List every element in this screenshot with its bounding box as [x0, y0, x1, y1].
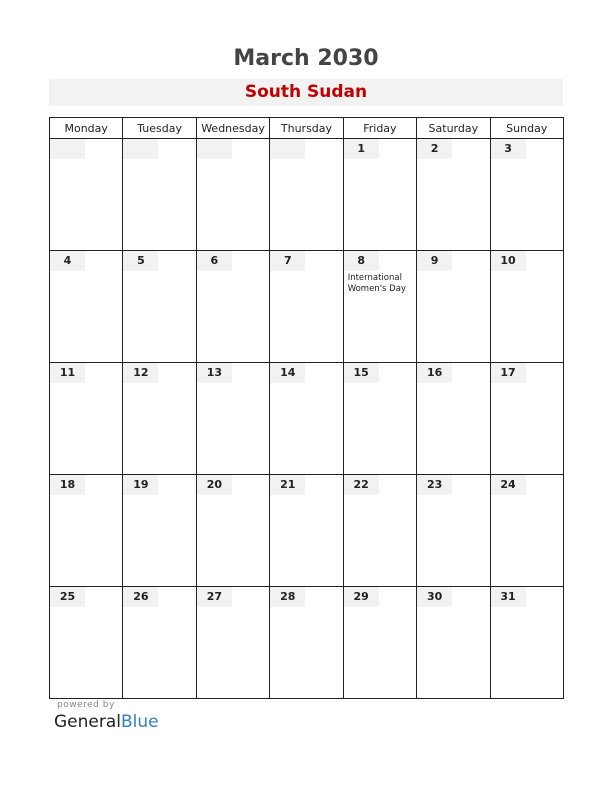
day-cell	[50, 139, 123, 251]
day-cell	[196, 475, 269, 587]
holiday-label-line: International	[347, 273, 402, 283]
day-number: 22	[344, 475, 379, 495]
day-number: 13	[197, 363, 232, 383]
day-number: 19	[123, 475, 158, 495]
week-row	[50, 139, 564, 251]
weekday-header: Wednesday	[196, 118, 269, 139]
day-cell	[50, 251, 123, 363]
weekday-header: Friday	[343, 118, 416, 139]
day-cell	[123, 139, 196, 251]
day-number: 8	[344, 251, 379, 271]
day-number: 5	[123, 251, 158, 271]
day-cell	[490, 475, 563, 587]
weekday-header-row	[50, 118, 564, 139]
day-number: 28	[270, 587, 305, 607]
day-number: 10	[491, 251, 526, 271]
day-number: 31	[491, 587, 526, 607]
day-cell	[50, 363, 123, 475]
weekday-header: Thursday	[270, 118, 343, 139]
day-cell	[196, 363, 269, 475]
day-number: 15	[344, 363, 379, 383]
day-cell	[270, 475, 343, 587]
day-cell	[196, 139, 269, 251]
day-cell	[343, 587, 416, 699]
holiday-label	[348, 273, 416, 295]
day-number: 12	[123, 363, 158, 383]
day-cell	[50, 587, 123, 699]
country-banner	[49, 79, 563, 106]
day-cell	[270, 363, 343, 475]
day-number: 17	[491, 363, 526, 383]
day-number: 14	[270, 363, 305, 383]
day-number	[197, 139, 232, 159]
day-cell	[123, 251, 196, 363]
day-cell	[417, 475, 490, 587]
day-number: 2	[417, 139, 452, 159]
day-number: 1	[344, 139, 379, 159]
day-cell	[343, 251, 416, 363]
day-number: 4	[50, 251, 85, 271]
day-cell	[196, 587, 269, 699]
day-cell	[417, 587, 490, 699]
day-number: 18	[50, 475, 85, 495]
day-number: 30	[417, 587, 452, 607]
day-cell	[123, 363, 196, 475]
day-cell	[343, 139, 416, 251]
day-number: 29	[344, 587, 379, 607]
week-row	[50, 251, 564, 363]
day-number: 3	[491, 139, 526, 159]
day-number: 6	[197, 251, 232, 271]
brand-blue-text: Blue	[121, 712, 159, 732]
week-row	[50, 363, 564, 475]
day-cell	[123, 475, 196, 587]
day-cell	[417, 139, 490, 251]
day-number: 11	[50, 363, 85, 383]
day-cell	[270, 251, 343, 363]
day-cell	[123, 587, 196, 699]
powered-by-text: powered by	[57, 700, 115, 710]
calendar-grid	[49, 117, 564, 699]
day-number: 26	[123, 587, 158, 607]
day-number	[50, 139, 85, 159]
weekday-header: Saturday	[417, 118, 490, 139]
day-cell	[417, 251, 490, 363]
brand-general-text: General	[54, 712, 121, 732]
day-number	[123, 139, 158, 159]
day-number: 23	[417, 475, 452, 495]
day-number: 16	[417, 363, 452, 383]
weekday-header: Sunday	[490, 118, 563, 139]
weekday-header: Tuesday	[123, 118, 196, 139]
week-row	[50, 475, 564, 587]
day-cell	[270, 139, 343, 251]
page-title: March 2030	[233, 46, 379, 71]
day-cell	[417, 363, 490, 475]
day-cell	[490, 139, 563, 251]
day-cell	[490, 587, 563, 699]
day-number: 7	[270, 251, 305, 271]
day-number: 9	[417, 251, 452, 271]
country-name: South Sudan	[244, 82, 368, 102]
day-number: 20	[197, 475, 232, 495]
day-number: 25	[50, 587, 85, 607]
week-row	[50, 587, 564, 699]
day-number: 24	[491, 475, 526, 495]
day-cell	[50, 475, 123, 587]
day-cell	[343, 475, 416, 587]
generalblue-logo[interactable]	[54, 712, 159, 732]
day-cell	[343, 363, 416, 475]
day-cell	[490, 251, 563, 363]
day-cell	[196, 251, 269, 363]
day-cell	[490, 363, 563, 475]
weekday-header: Monday	[50, 118, 123, 139]
holiday-label-line: Women's Day	[347, 284, 406, 294]
day-number: 21	[270, 475, 305, 495]
day-cell	[270, 587, 343, 699]
day-number	[270, 139, 305, 159]
day-number: 27	[197, 587, 232, 607]
